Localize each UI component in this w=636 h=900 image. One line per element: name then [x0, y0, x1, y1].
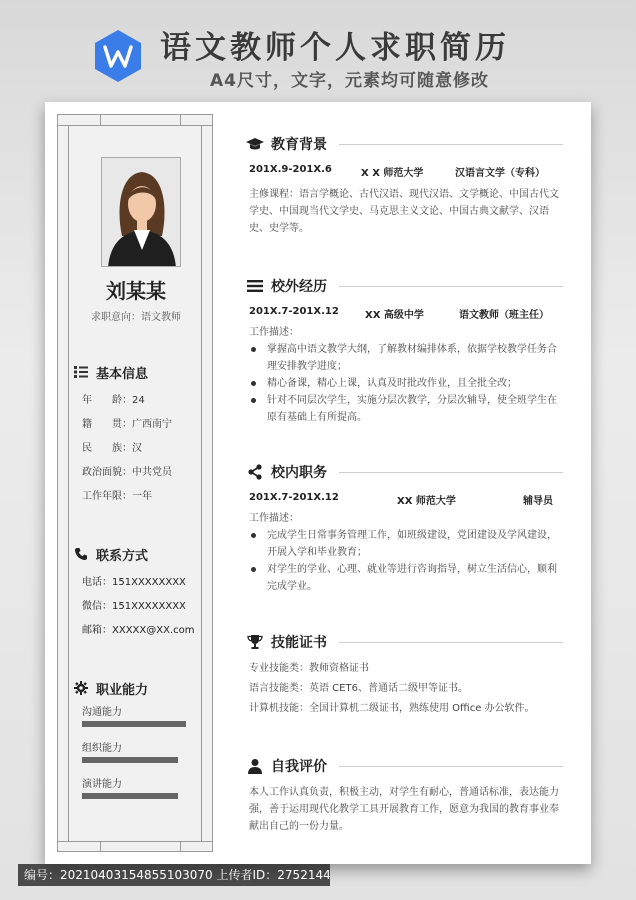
contact-phone [82, 573, 212, 588]
internship-role: 语文教师（班主任） [459, 310, 549, 321]
contact-value: 151XXXXXXXX [112, 577, 186, 588]
frame-line [68, 125, 69, 841]
info-row [82, 391, 210, 406]
info-row [82, 415, 210, 430]
avatar [102, 158, 181, 267]
info-label: 民 族： [82, 443, 132, 454]
info-value: 24 [132, 395, 145, 406]
education-heading [245, 134, 563, 154]
layers-icon [245, 276, 265, 296]
skill-bar [82, 793, 186, 799]
info-row [82, 463, 210, 478]
contact-value: 151XXXXXXXX [112, 601, 186, 612]
frame-line [180, 842, 181, 852]
skill-bar [82, 757, 186, 763]
campus-desc-label: 工作描述： [249, 513, 299, 524]
page-header [0, 0, 636, 100]
contact-label: 邮箱： [82, 625, 112, 636]
campus-bullet: 对学生的学业、心理、就业等进行咨询指导，树立生活信心，顺利完成学业。 [249, 561, 563, 595]
skill-bar-fill [82, 721, 186, 727]
certificate-line: 专业技能类：教师资格证书 [249, 663, 369, 674]
list-icon [74, 365, 88, 379]
skill-label: 演讲能力 [82, 779, 122, 790]
education-courses: 主修课程：语言学概论、古代汉语、现代汉语、文学概论、中国古代文学史、中国现当代文学史、马克思主义文论、中国古典文献学、汉语史、史学等。 [249, 189, 559, 234]
campus-row [249, 492, 563, 506]
frame-line [100, 115, 101, 125]
internship-org: XX 高级中学 [365, 310, 424, 321]
education-row [249, 164, 563, 178]
candidate-name: 刘某某 [106, 279, 166, 303]
basic-info-heading [74, 363, 204, 381]
frame-line [100, 842, 101, 852]
contact-title: 联系方式 [96, 548, 149, 564]
internship-bullet: 针对不同层次学生，实施分层次教学，分层次辅导，使全班学生在原有基础上有所提高。 [249, 392, 563, 426]
person-icon [245, 756, 265, 776]
education-title: 教育背景 [271, 137, 327, 153]
internship-period: 201X.7-201X.12 [249, 306, 339, 317]
contact-email [82, 621, 212, 636]
info-value: 一年 [132, 491, 152, 502]
phone-icon [74, 547, 88, 561]
abilities-heading [74, 679, 204, 697]
internship-bullet: 精心备课，精心上课，认真及时批改作业，且全批全改； [249, 375, 563, 392]
section-divider [339, 144, 563, 145]
section-divider [339, 766, 563, 767]
contact-label: 电话： [82, 577, 112, 588]
resume-paper [45, 102, 591, 864]
graduation-cap-icon [245, 134, 265, 154]
contact-wechat [82, 597, 212, 612]
w-logo-icon [92, 28, 144, 84]
campus-title: 校内职务 [271, 465, 327, 481]
gear-icon [74, 681, 88, 695]
internship-heading [245, 276, 563, 296]
info-value: 汉 [132, 443, 142, 454]
campus-role: 辅导员 [523, 496, 553, 507]
skill-label: 组织能力 [82, 743, 122, 754]
page-title: 语文教师个人求职简历 [160, 30, 510, 66]
section-divider [339, 286, 563, 287]
info-value: 广西南宁 [132, 419, 172, 430]
info-row [82, 487, 210, 502]
education-school: X X 师范大学 [361, 168, 424, 179]
self-eval-title: 自我评价 [271, 759, 327, 775]
frame-line [58, 125, 212, 126]
contact-label: 微信： [82, 601, 112, 612]
internship-row [249, 306, 563, 320]
campus-period: 201X.7-201X.12 [249, 492, 339, 503]
info-label: 工作年限： [82, 491, 132, 502]
job-intent: 求职意向：语文教师 [91, 312, 181, 323]
education-major: 汉语言文学（专科） [455, 168, 545, 179]
campus-org: XX 师范大学 [397, 496, 456, 507]
frame-line [180, 115, 181, 125]
frame-line [58, 841, 212, 842]
certificate-line: 计算机技能：全国计算机二级证书，熟练使用 Office 办公软件。 [249, 703, 535, 714]
trophy-icon [245, 632, 265, 652]
skill-bar-fill [82, 793, 178, 799]
info-row [82, 439, 210, 454]
section-divider [339, 472, 563, 473]
internship-desc-label: 工作描述： [249, 327, 299, 338]
basic-info-title: 基本信息 [96, 366, 149, 382]
info-label: 年 龄： [82, 395, 132, 406]
internship-bullet: 掌握高中语文教学大纲，了解教材编排体系，依据学校教学任务合理安排教学进度； [249, 341, 563, 375]
upload-info-bar: 编号：20210403154855103070 上传者ID：2752144 [18, 864, 330, 886]
skill-bar-fill [82, 757, 178, 763]
self-eval-heading [245, 756, 563, 776]
resume-sidebar [57, 114, 213, 852]
internship-title: 校外经历 [271, 279, 327, 295]
resume-main [245, 102, 575, 864]
self-eval-text: 本人工作认真负责，积极主动，对学生有耐心，普通话标准，表达能力强，善于运用现代化教学工具开展教育工作，愿意为我国的教育事业奉献出自己的一份力量。 [249, 787, 559, 832]
contact-heading [74, 545, 204, 563]
profile-photo [101, 157, 181, 267]
abilities-title: 职业能力 [96, 682, 149, 698]
section-divider [339, 642, 563, 643]
campus-heading [245, 462, 563, 482]
info-label: 政治面貌： [82, 467, 132, 478]
share-icon [245, 462, 265, 482]
skill-label: 沟通能力 [82, 707, 122, 718]
skill-bar [82, 721, 186, 727]
info-value: 中共党员 [132, 467, 172, 478]
certificates-title: 技能证书 [271, 635, 327, 651]
frame-line [201, 125, 202, 841]
certificates-heading [245, 632, 563, 652]
campus-bullet: 完成学生日常事务管理工作，如班级建设，党团建设及学风建设，开展入学和毕业教育； [249, 527, 563, 561]
certificate-line: 语言技能类：英语 CET6、普通话二级甲等证书。 [249, 683, 468, 694]
page-subtitle: A4尺寸，文字，元素均可随意修改 [210, 71, 489, 91]
education-period: 201X.9-201X.6 [249, 164, 332, 175]
info-label: 籍 贯： [82, 419, 132, 430]
contact-value: XXXXX@XX.com [112, 625, 195, 636]
